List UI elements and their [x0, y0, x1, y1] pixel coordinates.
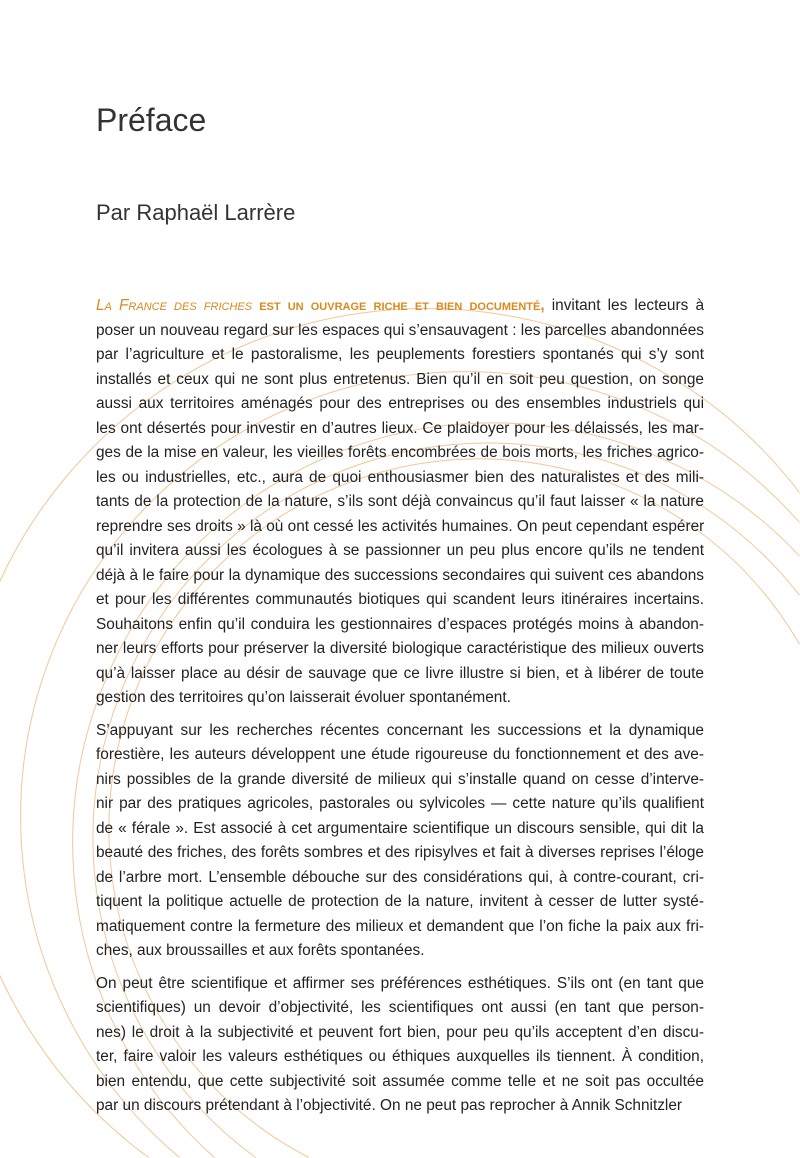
text-line: qu’à laisser place au désir de sauvage que ce livre illustre si bien, et à libérer de toute [96, 664, 704, 682]
text-line: les ou industrielles, etc., aura de quoi enthousiasmer bien des naturalistes et des mili- [96, 468, 704, 486]
text-line: ter, faire valoir les valeurs esthétiques ou éthiques auxquelles ils tiennent. À condition, [96, 1048, 704, 1065]
paragraph [96, 972, 704, 1119]
text-line: les ont désertés pour investir en d’autres lieux. Ce plaidoyer pour les délaissés, les mar- [96, 419, 704, 437]
lead-rest: invitant les lecteurs à [544, 297, 705, 314]
text-line: S’appuyant sur les recherches récentes concernant les successions et la dynamique [96, 721, 704, 739]
text-line: On peut être scientifique et affirmer ses préférences esthétiques. S’ils ont (en tant que [96, 974, 704, 992]
text-line: nir par des pratiques agricoles, pastorales ou sylvicoles — cette nature qu’ils qualifient [96, 795, 704, 812]
paragraph [96, 719, 704, 964]
text-line: scientifiques) un devoir d’objectivité, les scientifiques ont aussi (en tant que person- [96, 999, 704, 1016]
text-line: de l’arbre mort. L’ensemble débouche sur des considérations qui, à contre-courant, cri- [96, 868, 704, 886]
text-line: ner leurs efforts pour préserver la diversité biologique caractéristique des milieux ouverts [96, 640, 704, 657]
text-line: nirs possibles de la grande diversité de milieux qui s’installe quand on cesse d’interve- [96, 770, 704, 788]
text-line: gestion des territoires qu’on laisserait évoluer spontanément. [96, 689, 511, 706]
text-line: Souhaitons enfin qu’il conduira les gestionnaires d’espaces protégés moins à abandon- [96, 615, 704, 633]
text-line: et pour les différentes communautés biotiques qui scandent leurs itinéraires incertains. [96, 591, 704, 608]
text-line: par un discours prétendant à l’objectivité. On ne peut pas reprocher à Annik Schnitzler [96, 1097, 683, 1114]
text-line: tiquent la politique actuelle de protection de la nature, invitent à cesser de lutter systé- [96, 893, 704, 910]
text-line [96, 294, 704, 319]
text-line: reprendre ses droits » là où ont cessé les activités humaines. On peut cependant espérer [96, 517, 705, 535]
text-line: tants de la protection de la nature, s’ils sont déjà convaincus qu’il faut laisser « la nature [96, 493, 704, 510]
text-line: poser un nouveau regard sur les espaces qui s’ensauvagent : les parcelles abandonnées [96, 321, 704, 339]
page-title: Préface [96, 102, 207, 138]
text-line: ges de la mise en valeur, les vieilles forêts encombrées de bois morts, les friches agrico- [96, 444, 704, 461]
text-line: déjà à le faire pour la dynamique des successions secondaires qui suivent ces abandons [96, 566, 704, 584]
text-line: de « férale ». Est associé à cet argumentaire scientifique un discours sensible, qui dit la [96, 819, 704, 837]
author-byline: Par Raphaël Larrère [96, 200, 296, 225]
text-line: par l’agriculture et le pastoralisme, les peuplements forestiers spontanés qui s’y sont [96, 346, 704, 363]
text-line: aussi aux territoires aménagés pour des entreprises ou des ensembles industriels qui [96, 395, 704, 412]
text-line: forestière, les auteurs développent une étude rigoureuse du fonctionnement et des ave- [96, 746, 704, 763]
paragraph [96, 294, 704, 711]
text-line: bien entendu, que cette subjectivité soit assumée comme telle et ne soit pas occultée [96, 1072, 704, 1090]
text-line: beauté des friches, des forêts sombres et des ripisylves et fait à diverses reprises l’éloge [96, 844, 704, 861]
text-line: nes) le droit à la subjectivité et peuvent fort bien, pour peu qu’ils acceptent d’en discu- [96, 1023, 704, 1041]
text-line: ches, aux broussailles et aux forêts spontanées. [96, 942, 425, 959]
lead-in: est un ouvrage riche et bien documenté, [252, 297, 545, 314]
preface-body [96, 294, 704, 1127]
text-line: qu’il invitera aussi les écologues à se passionner un peu plus encore qu’ils ne tendent [96, 542, 704, 559]
text-line: matiquement contre la fermeture des milieux et demandent que l’on fiche la paix aux fri- [96, 917, 704, 935]
book-title-lead: La France des friches [96, 297, 253, 314]
text-line: installés et ceux qui ne sont plus entretenus. Bien qu’il en soit peu question, on songe [96, 370, 704, 388]
